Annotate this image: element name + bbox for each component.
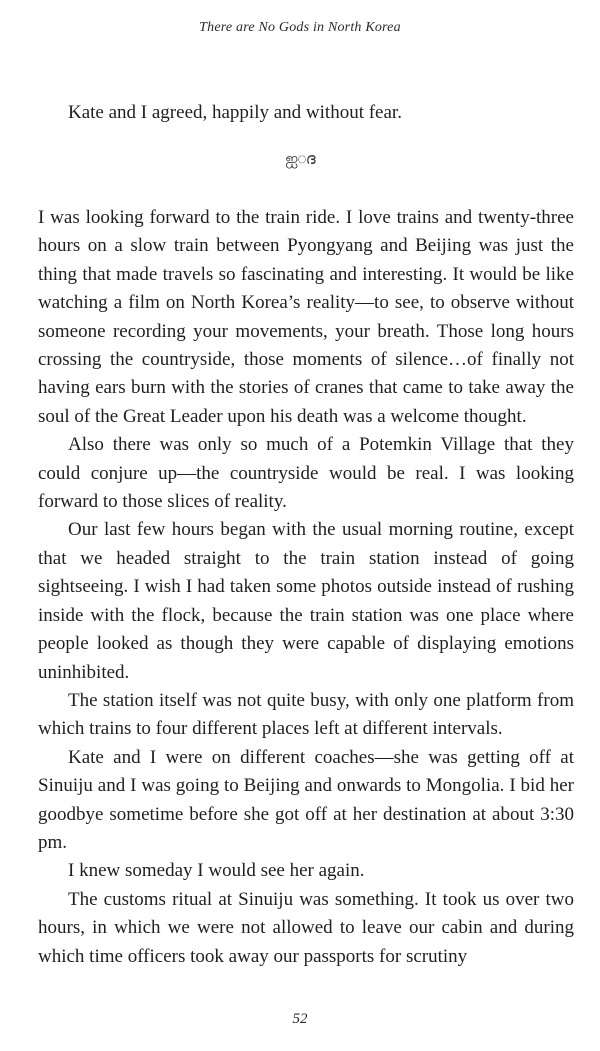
paragraph: Our last few hours began with the usual morning routine, except that we headed straight to the train station instead of going sightseeing. I wish I had taken some photos outside instead of rushing inside with the flock, because the train station was one place where people looked as though they were capable of displaying emotions uninhibited. [38,519,574,683]
paragraph: Kate and I were on different coaches—she was getting off at Sinuiju and I was going to Beijing and onwards to Mongolia. I bid her goodbye sometime before she got off at her destination at about 3:30 pm. [38,746,574,853]
paragraph: I knew someday I would see her again. [68,860,365,882]
paragraph: Also there was only so much of a Potemkin Village that they could conjure up—the countryside would be real. I was looking forward to those slices of reality. [38,434,574,513]
page-number: 52 [292,1011,308,1027]
body-text [38,204,574,971]
running-head: There are No Gods in North Korea [199,20,401,35]
paragraph: I was looking forward to the train ride. I love trains and twenty-three hours on a slow train between Pyongyang and Beijing was just the thing that made travels so fascinating and interesting. It would be like watching a film on North Korea’s reality—to see, to observe without someone recording your movements, your breath. Those long hours crossing the countryside, those moments of silence…of finally not having ears burn with the stories of cranes that came to take away the soul of the Great Leader upon his death was a welcome thought. [38,207,574,427]
paragraph: The customs ritual at Sinuiju was something. It took us over two hours, in which we were not allowed to leave our cabin and during which time officers took away our passports for scrutiny [38,888,574,967]
ornament-glyph: ஐ◌ദ [285,151,315,168]
section-break-ornament [0,150,600,170]
lead-line: Kate and I agreed, happily and without fear. [68,102,402,123]
paragraph: The station itself was not quite busy, with only one platform from which trains to four different places left at different intervals. [38,689,574,740]
